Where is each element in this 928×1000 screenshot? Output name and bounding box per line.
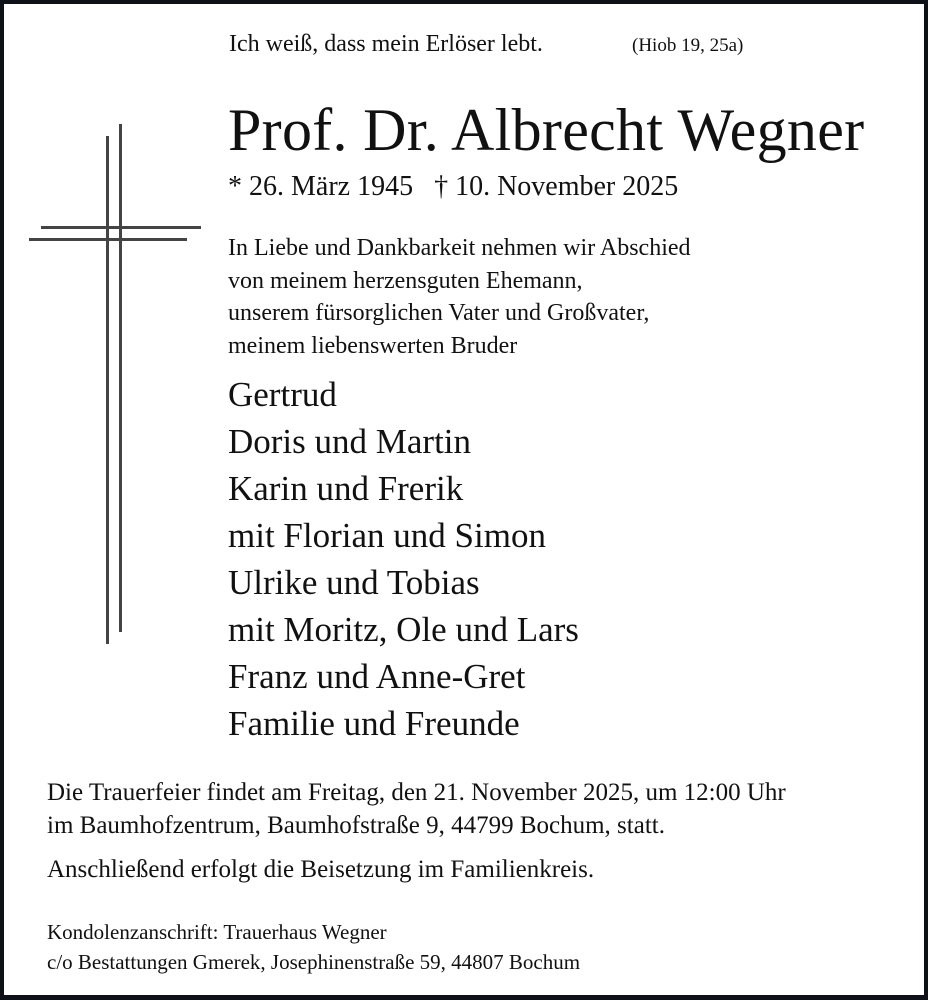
bible-verse: Ich weiß, dass mein Erlöser lebt. <box>229 31 543 57</box>
ceremony-line: im Baumhofzentrum, Baumhofstraße 9, 44799 Bochum, statt. <box>47 812 665 839</box>
deceased-name: Prof. Dr. Albrecht Wegner <box>228 97 865 163</box>
mourner: Franz und Anne-Gret <box>228 657 526 696</box>
mourners-list <box>228 371 579 747</box>
life-dates: * 26. März 1945 † 10. November 2025 <box>228 171 679 202</box>
mourner: mit Florian und Simon <box>228 516 546 555</box>
condolence-line: c/o Bestattungen Gmerek, Josephinenstraße 59, 44807 Bochum <box>47 950 581 974</box>
mourner: Ulrike und Tobias <box>228 563 480 602</box>
mourner: Familie und Freunde <box>228 704 520 743</box>
farewell-line: meinem liebenswerten Bruder <box>228 332 518 359</box>
mourner: mit Moritz, Ole und Lars <box>228 610 579 649</box>
ceremony-line: Die Trauerfeier findet am Freitag, den 21. November 2025, um 12:00 Uhr <box>47 779 786 806</box>
condolence-address <box>47 917 580 977</box>
bible-verse-reference: (Hiob 19, 25a) <box>632 35 744 56</box>
farewell-line: von meinem herzensguten Ehemann, <box>228 267 583 294</box>
ceremony-info <box>47 776 786 842</box>
condolence-line: Kondolenzanschrift: Trauerhaus Wegner <box>47 920 387 944</box>
burial-info: Anschließend erfolgt die Beisetzung im Familienkreis. <box>47 856 595 883</box>
cross-icon <box>4 4 224 704</box>
mourner: Doris und Martin <box>228 422 472 461</box>
mourner: Karin und Frerik <box>228 469 464 508</box>
farewell-line: In Liebe und Dankbarkeit nehmen wir Abschied <box>228 235 691 261</box>
obituary-notice <box>4 4 924 995</box>
farewell-text <box>228 232 691 362</box>
farewell-line: unserem fürsorglichen Vater und Großvater, <box>228 300 650 326</box>
mourner: Gertrud <box>228 375 337 414</box>
